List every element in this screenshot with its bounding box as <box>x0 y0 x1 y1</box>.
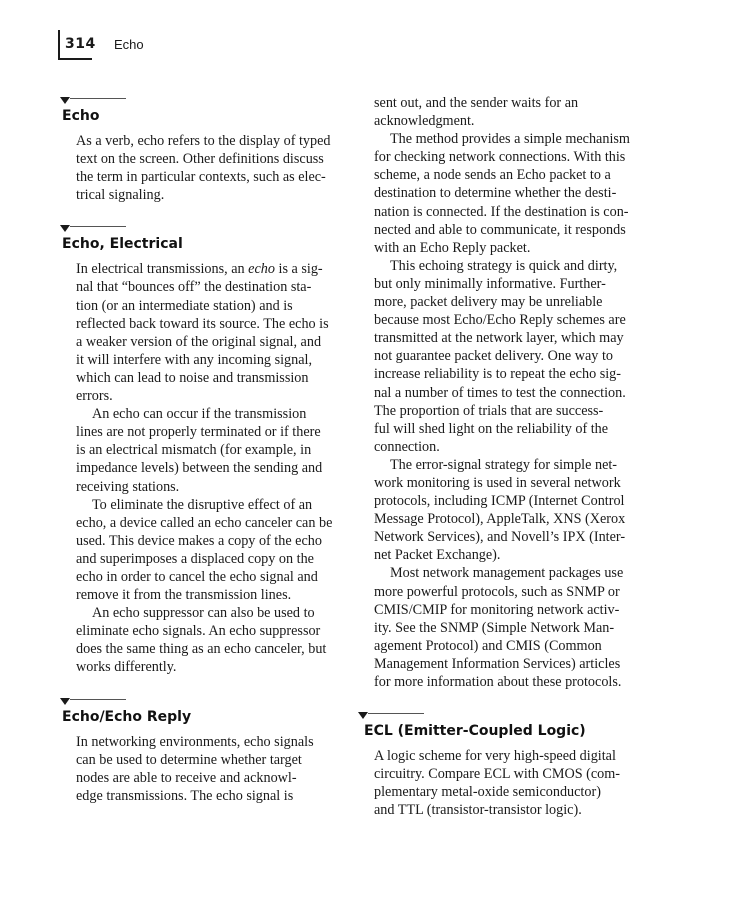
entry-heading: Echo, Electrical <box>62 236 183 253</box>
text-line: An echo can occur if the transmission <box>92 406 307 423</box>
entry-body <box>62 260 344 676</box>
text-line: for more information about these protocols. <box>374 674 622 690</box>
text-line: does the same thing as an echo canceler, but <box>76 641 327 658</box>
text-line: increase reliability is to repeat the echo sig- <box>374 366 621 383</box>
text-line: net Packet Exchange). <box>374 547 501 564</box>
text-line: The error-signal strategy for simple net- <box>390 456 618 473</box>
text-line: and TTL (transistor-transistor logic). <box>374 802 582 819</box>
text-line: echo in order to cancel the echo signal and <box>76 568 318 585</box>
header-rule-vertical <box>58 30 60 60</box>
text-line: Message Protocol), AppleTalk, XNS (Xerox <box>374 511 626 528</box>
text-line: This echoing strategy is quick and dirty, <box>390 257 618 274</box>
text-line: connection. <box>374 438 440 455</box>
text-line: and superimposes a displaced copy on the <box>76 550 314 567</box>
text-line: works differently. <box>76 659 177 676</box>
right-column <box>360 94 650 837</box>
text-line: Most network management packages use <box>390 565 624 582</box>
text-line: scheme, a node sends an Echo packet to a <box>374 167 611 184</box>
entry-body <box>62 733 344 805</box>
text-line: with an Echo Reply packet. <box>374 239 531 256</box>
text-line: can be used to determine whether target <box>76 751 302 768</box>
text-line: nodes are able to receive and acknowl- <box>76 769 297 786</box>
text-line: for checking network connections. With this <box>374 149 626 166</box>
text-line: In electrical transmissions, an echo is a sig- <box>76 261 323 278</box>
text-line: agement Protocol) and CMIS (Common <box>374 637 602 654</box>
text-line: protocols, including ICMP (Internet Control <box>374 493 625 510</box>
text-line: trical signaling. <box>76 187 165 204</box>
running-head: Echo <box>114 37 144 52</box>
text-line: nal a number of times to test the connection. <box>374 384 626 401</box>
text-line: destination to determine whether the desti- <box>374 185 617 202</box>
text-line: more, packet delivery may be unreliable <box>374 294 603 311</box>
text-line: impedance levels) between the sending and <box>76 460 323 477</box>
text-line: but only minimally informative. Further- <box>374 275 606 292</box>
text-line: a weaker version of the original signal, and <box>76 333 322 350</box>
triangle-marker-icon <box>60 225 70 232</box>
text-line: the term in particular contexts, such as elec- <box>76 169 326 186</box>
entry-marker <box>62 94 344 106</box>
triangle-marker-icon <box>358 712 368 719</box>
text-line: An echo suppressor can also be used to <box>92 605 315 622</box>
text-line: eliminate echo signals. An echo suppressor <box>76 623 321 640</box>
text-line: The proportion of trials that are success- <box>374 402 604 419</box>
text-line: reflected back toward its source. The echo is <box>76 315 329 332</box>
text-line: ful will shed light on the reliability of the <box>374 420 609 437</box>
entry-body <box>62 132 344 204</box>
text-line: Management Information Services) articles <box>374 655 621 672</box>
text-line: work monitoring is used in several network <box>374 474 621 491</box>
text-line: A logic scheme for very high-speed digital <box>374 748 616 765</box>
emphasis-echo: echo <box>248 261 275 278</box>
entry-marker <box>62 695 344 707</box>
left-column <box>62 94 344 823</box>
text-line: more powerful protocols, such as SNMP or <box>374 583 620 600</box>
text-line: plementary metal-oxide semiconductor) <box>374 784 601 801</box>
entry-echo <box>62 94 344 204</box>
text-line: echo, a device called an echo canceler can be <box>76 514 333 531</box>
text-line: is an electrical mismatch (for example, in <box>76 442 312 459</box>
text-line: lines are not properly terminated or if there <box>76 424 321 441</box>
text-line: circuitry. Compare ECL with CMOS (com- <box>374 766 621 783</box>
text-line: receiving stations. <box>76 478 180 495</box>
text-line: To eliminate the disruptive effect of an <box>92 496 313 513</box>
text-line: remove it from the transmission lines. <box>76 587 292 604</box>
text-line: text on the screen. Other definitions discuss <box>76 151 324 168</box>
entry-marker <box>62 222 344 234</box>
entry-body <box>360 747 650 819</box>
header-rule-horizontal <box>58 58 92 60</box>
text-line: ity. See the SNMP (Simple Network Man- <box>374 619 615 636</box>
text-line: edge transmissions. The echo signal is <box>76 787 294 804</box>
entry-echo-echo-reply <box>62 695 344 805</box>
text-line: As a verb, echo refers to the display of typed <box>76 133 331 149</box>
entry-heading: ECL (Emitter-Coupled Logic) <box>364 723 586 740</box>
echo-reply-continued <box>360 94 650 691</box>
text-line: sent out, and the sender waits for an <box>374 95 579 111</box>
entry-echo-electrical <box>62 222 344 676</box>
text-line: which can lead to noise and transmission <box>76 369 309 386</box>
text-line: used. This device makes a copy of the echo <box>76 532 322 549</box>
triangle-marker-icon <box>60 97 70 104</box>
text-line: not guarantee packet delivery. One way to <box>374 348 613 365</box>
text-line: tion (or an intermediate station) and is <box>76 297 293 314</box>
text-line: CMIS/CMIP for monitoring network activ- <box>374 601 620 618</box>
text-line: Network Services), and Novell’s IPX (Inter- <box>374 529 626 546</box>
page-number: 314 <box>65 36 96 52</box>
text-line: nation is connected. If the destination is con- <box>374 203 629 220</box>
entry-heading: Echo/Echo Reply <box>62 708 192 725</box>
text-line: transmitted at the network layer, which may <box>374 330 624 347</box>
text-line: In networking environments, echo signals <box>76 733 314 750</box>
text-line: nal that “bounces off” the destination sta- <box>76 279 312 296</box>
triangle-marker-icon <box>60 698 70 705</box>
entry-heading: Echo <box>62 108 100 124</box>
entry-ecl <box>360 709 650 819</box>
text-line: The method provides a simple mechanism <box>390 131 630 148</box>
text-line: nected and able to communicate, it responds <box>374 221 626 238</box>
entry-marker <box>360 709 650 721</box>
text-line: it will interfere with any incoming signal, <box>76 351 313 368</box>
text-line: because most Echo/Echo Reply schemes are <box>374 312 626 329</box>
text-line: errors. <box>76 388 113 405</box>
text-line: acknowledgment. <box>374 113 475 130</box>
